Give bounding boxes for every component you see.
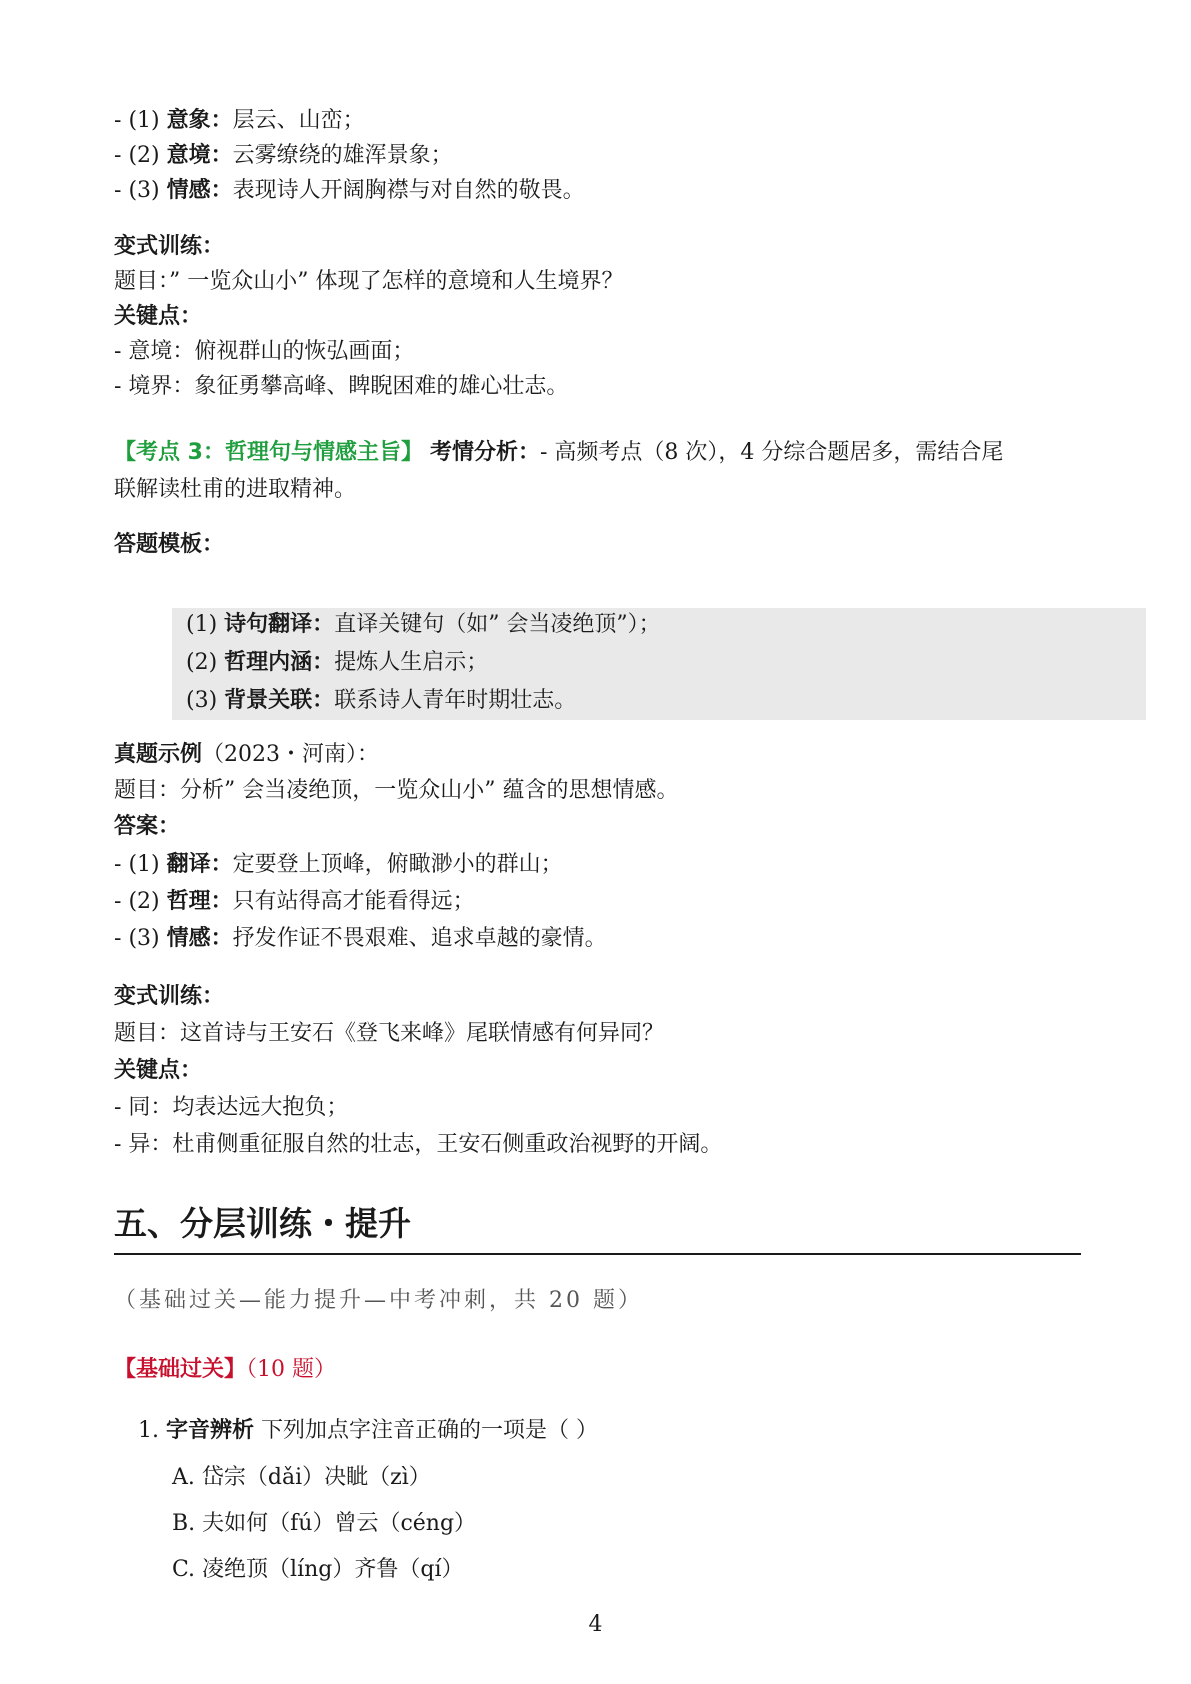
template-item: (2) 哲理内涵：提炼人生启示； bbox=[186, 650, 489, 675]
variant-question: 题目：这首诗与王安石《登飞来峰》尾联情感有何异同？ bbox=[114, 1021, 665, 1046]
key-point: - 境界：象征勇攀高峰、睥睨困难的雄心壮志。 bbox=[114, 374, 569, 399]
basic-level-tag: 【基础过关】 bbox=[114, 1357, 247, 1382]
option-b: B. 夫如何（fú）曾云（céng） bbox=[172, 1511, 477, 1536]
template-item: (1) 诗句翻译：直译关键句（如” 会当凌绝顶”）； bbox=[186, 612, 661, 637]
list-item: - (1) 意象：层云、山峦； bbox=[114, 108, 365, 133]
example-question: 题目：分析” 会当凌绝顶，一览众山小” 蕴含的思想情感。 bbox=[114, 778, 679, 803]
key-points-heading: 关键点： bbox=[114, 304, 203, 329]
variant-heading: 变式训练： bbox=[114, 234, 225, 259]
answer-item: - (3) 情感：抒发作证不畏艰难、追求卓越的豪情。 bbox=[114, 926, 607, 951]
template-item: (3) 背景关联：联系诗人青年时期壮志。 bbox=[186, 688, 577, 713]
key-point: - 同：均表达远大抱负； bbox=[114, 1095, 349, 1120]
key-point: - 异：杜甫侧重征服自然的壮志，王安石侧重政治视野的开阔。 bbox=[114, 1132, 723, 1157]
section-subtitle: （基础过关—能力提升—中考冲刺，共 20 题） bbox=[114, 1288, 643, 1313]
answer-heading: 答案： bbox=[114, 814, 181, 839]
answer-item: - (2) 哲理：只有站得高才能看得远； bbox=[114, 889, 475, 914]
key-point: - 意境：俯视群山的恢弘画面； bbox=[114, 339, 415, 364]
list-item: - (3) 情感：表现诗人开阔胸襟与对自然的敬畏。 bbox=[114, 178, 585, 203]
exam-point-tag: 【考点 3：哲理句与情感主旨】 bbox=[114, 440, 423, 465]
exam-point-text: 联解读杜甫的进取精神。 bbox=[114, 477, 357, 502]
page-number: 4 bbox=[588, 1612, 603, 1637]
key-points-heading: 关键点： bbox=[114, 1058, 203, 1083]
option-c: C. 凌绝顶（líng）齐鲁（qí） bbox=[172, 1557, 464, 1582]
exam-point-heading: 【考点 3：哲理句与情感主旨】 考情分析：- 高频考点（8 次），4 分综合题居多，需结合尾 bbox=[114, 440, 1004, 465]
template-heading: 答题模板： bbox=[114, 532, 225, 557]
basic-level-heading: 【基础过关】（10 题） bbox=[114, 1357, 337, 1382]
question-stem: 1. 字音辨析 下列加点字注音正确的一项是（ ） bbox=[138, 1418, 599, 1443]
example-heading: 真题示例（2023・河南）： bbox=[114, 742, 380, 767]
section-divider bbox=[114, 1253, 1081, 1255]
template-box bbox=[172, 608, 1146, 720]
variant-question: 题目：” 一览众山小” 体现了怎样的意境和人生境界？ bbox=[114, 269, 624, 294]
list-item: - (2) 意境：云雾缭绕的雄浑景象； bbox=[114, 143, 453, 168]
answer-item: - (1) 翻译：定要登上顶峰，俯瞰渺小的群山； bbox=[114, 852, 563, 877]
variant-heading: 变式训练： bbox=[114, 984, 225, 1009]
section-title: 五、分层训练・提升 bbox=[114, 1204, 411, 1243]
option-a: A. 岱宗（dǎi）决眦（zì） bbox=[172, 1465, 431, 1490]
